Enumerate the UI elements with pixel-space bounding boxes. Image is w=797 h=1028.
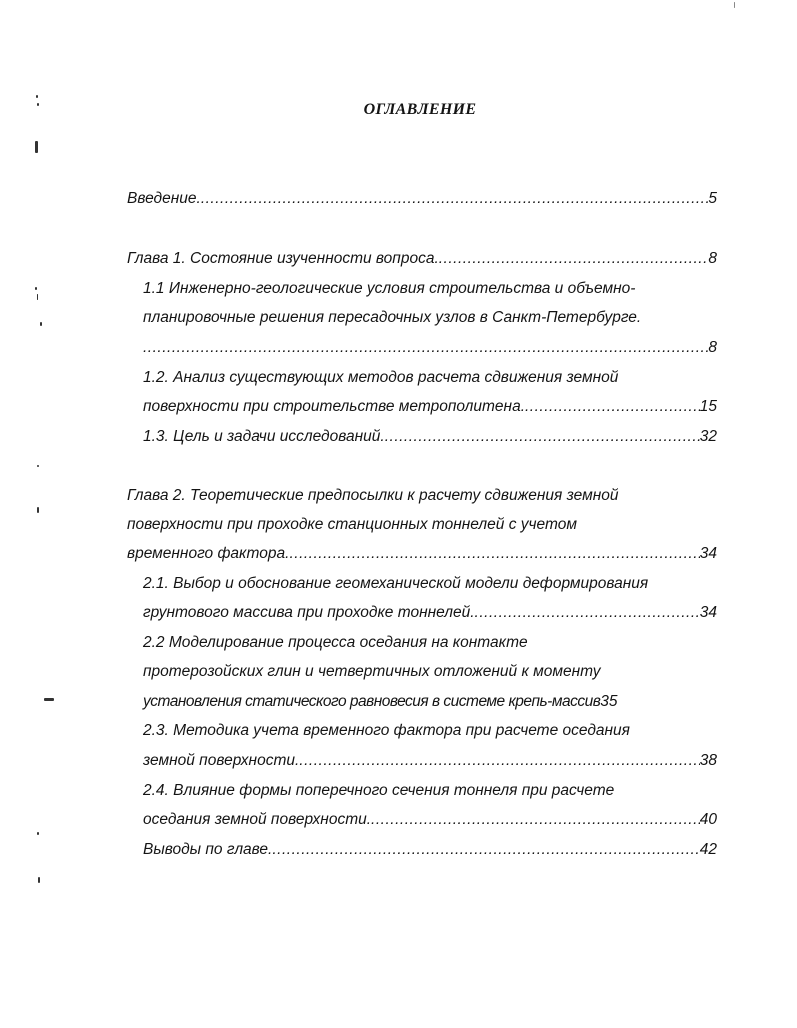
- toc-entry-chapter-1[interactable]: [127, 249, 717, 269]
- scan-speck: [36, 95, 38, 98]
- toc-entry-text: поверхности при проходке станционных тоннелей с учетом: [127, 516, 577, 533]
- toc-leader: [439, 249, 709, 269]
- toc-entry-text: 1.1 Инженерно-геологические условия строительства и объемно-: [143, 280, 636, 297]
- toc-entry-conclusions[interactable]: [143, 840, 717, 860]
- toc-page-number: 40: [699, 811, 717, 828]
- scan-speck: [44, 698, 54, 701]
- scan-speck: [35, 141, 38, 153]
- toc-entry-2-2-line-2[interactable]: [143, 662, 600, 682]
- toc-entry-chapter-2-line-2[interactable]: [127, 515, 577, 535]
- toc-entry-1-1-line-1[interactable]: [143, 279, 635, 299]
- toc-leader: [272, 840, 699, 860]
- toc-entry-text: временного фактора.: [127, 545, 290, 562]
- scan-speck: [38, 877, 40, 883]
- toc-entry-1-1-line-2[interactable]: [143, 308, 641, 328]
- toc-leader: [371, 810, 700, 830]
- scan-speck: [37, 103, 39, 106]
- toc-page-number: 15: [699, 398, 717, 415]
- toc-entry-1-2-line-1[interactable]: [143, 368, 618, 388]
- toc-page-number: 38: [699, 752, 717, 769]
- toc-entry-intro[interactable]: [127, 189, 717, 209]
- toc-entry-2-1-line-1[interactable]: [143, 574, 648, 594]
- scan-speck: [734, 2, 735, 8]
- toc-entry-2-3-line-2[interactable]: [143, 751, 717, 771]
- scan-speck: [40, 322, 42, 326]
- toc-entry-1-2-line-2[interactable]: [143, 397, 717, 417]
- toc-entry-text: Выводы по главе.: [143, 841, 273, 858]
- toc-page-number: 8: [708, 250, 717, 267]
- scan-speck: [37, 507, 39, 513]
- toc-page-number: 42: [699, 841, 717, 858]
- toc-page-number: 34: [699, 604, 717, 621]
- scan-speck: [37, 832, 39, 835]
- toc-entry-text: 2.2 Моделирование процесса оседания на контакте: [143, 634, 528, 651]
- toc-entry-chapter-2-line-3[interactable]: [127, 544, 717, 564]
- toc-entry-text: 2.3. Методика учета временного фактора при расчете оседания: [143, 722, 630, 739]
- scan-speck: [35, 287, 37, 290]
- toc-page-number: 32: [699, 428, 717, 445]
- toc-leader: [525, 397, 700, 417]
- toc-entry-2-4-line-2[interactable]: [143, 810, 717, 830]
- toc-entry-1-3[interactable]: [143, 427, 717, 447]
- toc-entry-text: оседания земной поверхности.: [143, 811, 372, 828]
- toc-entry-text: поверхности при строительстве метрополитена.: [143, 398, 525, 415]
- toc-page-number: 5: [708, 190, 717, 207]
- toc-page-number: 35: [600, 693, 618, 710]
- toc-leader: [143, 338, 708, 358]
- toc-leader: [289, 544, 699, 564]
- toc-entry-chapter-2-line-1[interactable]: [127, 486, 618, 506]
- toc-entry-text: 2.4. Влияние формы поперечного сечения тоннеля при расчете: [143, 782, 615, 799]
- toc-leader: [385, 427, 700, 447]
- toc-page-number: 8: [708, 339, 717, 356]
- toc-entry-text: грунтового массива при проходке тоннелей.: [143, 604, 475, 621]
- toc-entry-text: земной поверхности.: [143, 752, 300, 769]
- toc-entry-text: 2.1. Выбор и обоснование геомеханической модели деформирования: [143, 575, 649, 592]
- toc-entry-2-2-line-3[interactable]: [143, 692, 618, 712]
- scan-speck: [37, 294, 38, 300]
- scan-speck: [37, 465, 39, 467]
- toc-entry-text: протерозойских глин и четвертичных отложений к моменту: [143, 663, 601, 680]
- page-title: ОГЛАВЛЕНИЕ: [363, 101, 477, 118]
- toc-entry-text: планировочные решения пересадочных узлов в Санкт-Петербурге.: [143, 309, 642, 326]
- toc-leader: [475, 603, 700, 623]
- toc-leader: [201, 189, 709, 209]
- toc-entry-text: 1.3. Цель и задачи исследований.: [143, 428, 385, 445]
- toc-entry-text: установления статического равновесия в системе крепь-массив: [143, 693, 601, 710]
- toc-entry-2-3-line-1[interactable]: [143, 721, 630, 741]
- toc-entry-2-2-line-1[interactable]: [143, 633, 528, 653]
- toc-entry-text: Глава 2. Теоретические предпосылки к расчету сдвижения земной: [127, 487, 619, 504]
- toc-entry-2-1-line-2[interactable]: [143, 603, 717, 623]
- toc-entry-1-1-leader[interactable]: [143, 338, 717, 358]
- toc-page-number: 34: [699, 545, 717, 562]
- toc-entry-text: Глава 1. Состояние изученности вопроса.: [127, 250, 439, 267]
- toc-entry-text: 1.2. Анализ существующих методов расчета сдвижения земной: [143, 369, 619, 386]
- toc-entry-text: Введение.: [127, 190, 201, 207]
- toc-leader: [299, 751, 699, 771]
- toc-entry-2-4-line-1[interactable]: [143, 781, 614, 801]
